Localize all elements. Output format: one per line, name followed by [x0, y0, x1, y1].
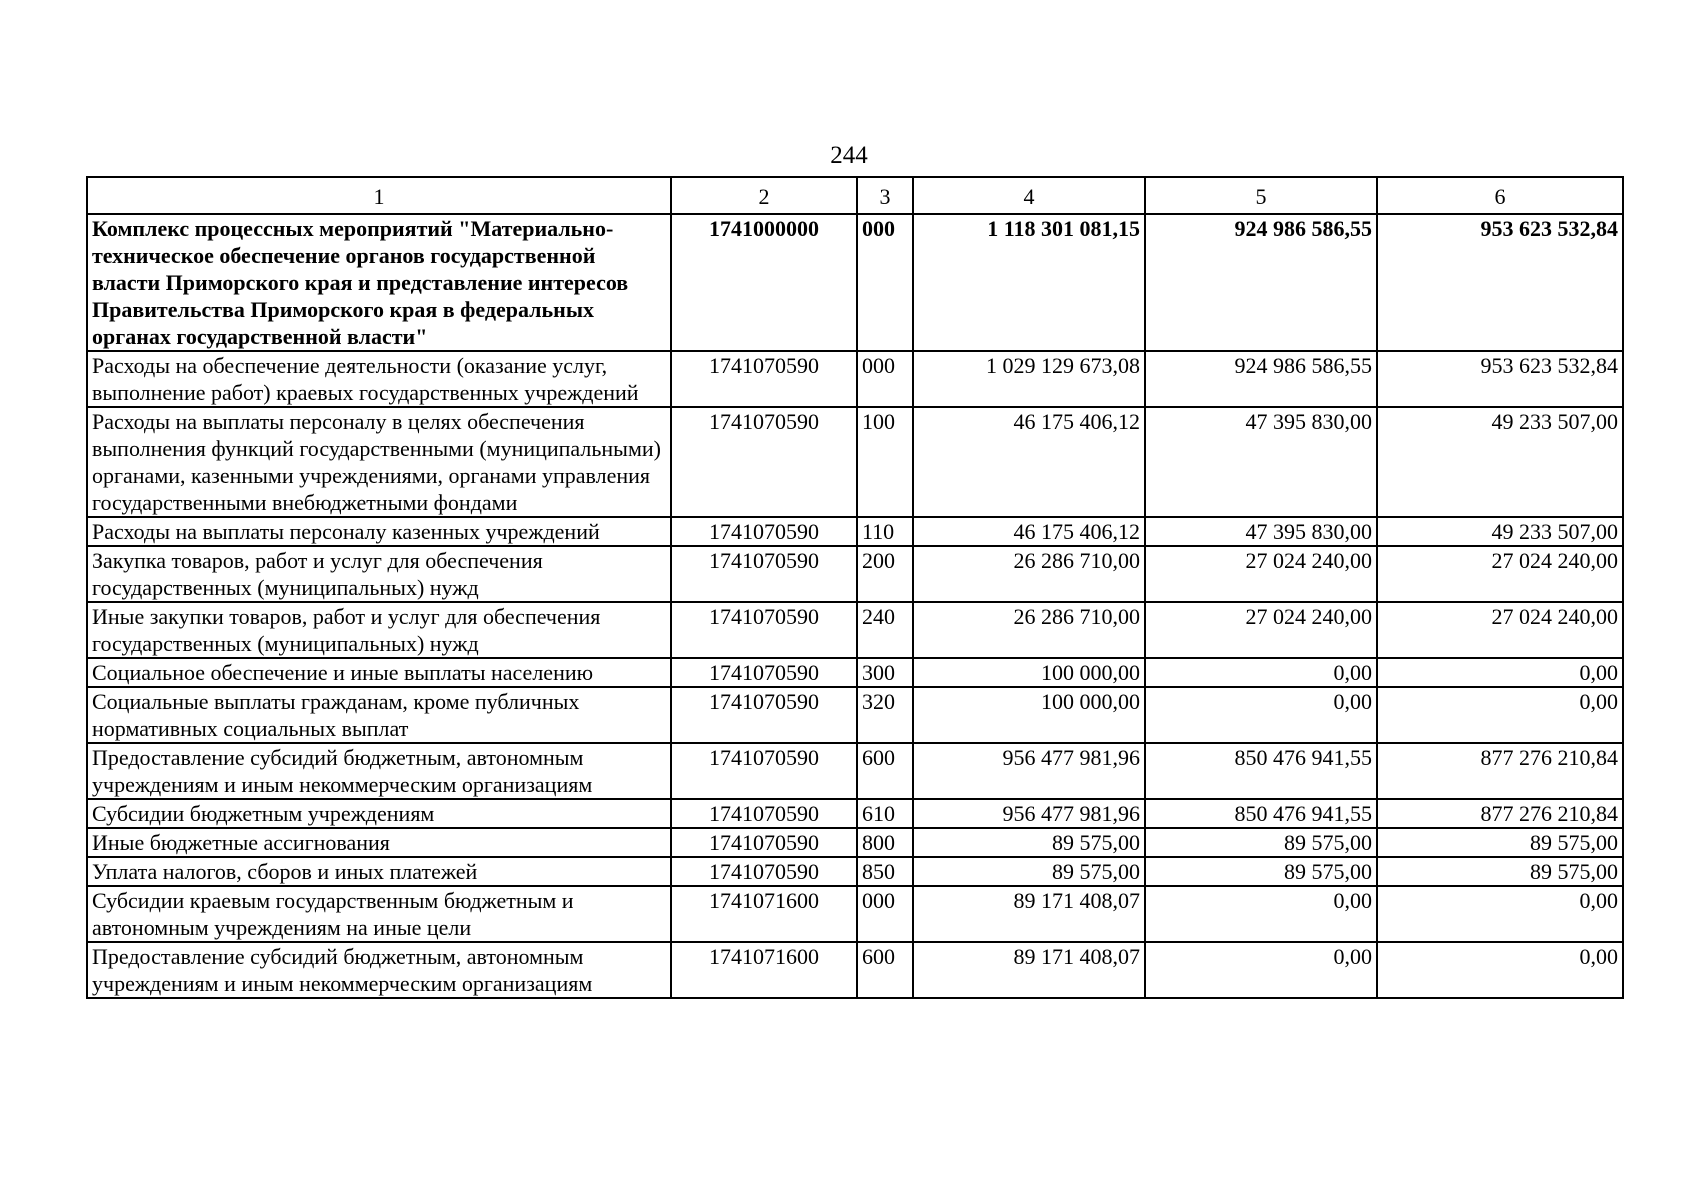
- header-cell: 5: [1145, 177, 1377, 214]
- table-row: [87, 602, 1623, 658]
- row-target-code: 1741071600: [671, 886, 857, 942]
- row-amount-col5: 0,00: [1145, 886, 1377, 942]
- row-amount-col5: 47 395 830,00: [1145, 517, 1377, 546]
- row-expense-type: 000: [857, 214, 913, 351]
- row-description: Субсидии бюджетным учреждениям: [87, 799, 671, 828]
- budget-table: [86, 176, 1624, 999]
- row-expense-type: 000: [857, 351, 913, 407]
- row-amount-col4: 46 175 406,12: [913, 517, 1145, 546]
- table-row: [87, 214, 1623, 351]
- header-cell: 6: [1377, 177, 1623, 214]
- row-amount-col6: 0,00: [1377, 658, 1623, 687]
- row-description: Расходы на обеспечение деятельности (оказание услуг, выполнение работ) краевых государственных учреждений: [87, 351, 671, 407]
- row-expense-type: 610: [857, 799, 913, 828]
- row-amount-col5: 0,00: [1145, 687, 1377, 743]
- row-amount-col6: 877 276 210,84: [1377, 743, 1623, 799]
- row-amount-col5: 0,00: [1145, 942, 1377, 998]
- header-cell: 3: [857, 177, 913, 214]
- row-amount-col6: 0,00: [1377, 886, 1623, 942]
- row-amount-col6: 27 024 240,00: [1377, 546, 1623, 602]
- row-description: Социальные выплаты гражданам, кроме публичных нормативных социальных выплат: [87, 687, 671, 743]
- row-target-code: 1741070590: [671, 407, 857, 517]
- row-amount-col6: 953 623 532,84: [1377, 214, 1623, 351]
- row-amount-col6: 89 575,00: [1377, 828, 1623, 857]
- row-amount-col4: 46 175 406,12: [913, 407, 1145, 517]
- row-amount-col4: 89 171 408,07: [913, 942, 1145, 998]
- row-target-code: 1741071600: [671, 942, 857, 998]
- row-target-code: 1741070590: [671, 799, 857, 828]
- row-amount-col5: 27 024 240,00: [1145, 546, 1377, 602]
- row-amount-col5: 924 986 586,55: [1145, 351, 1377, 407]
- page-number: 244: [830, 142, 868, 169]
- row-amount-col6: 877 276 210,84: [1377, 799, 1623, 828]
- row-amount-col5: 89 575,00: [1145, 857, 1377, 886]
- table-row: [87, 687, 1623, 743]
- table-row: [87, 799, 1623, 828]
- row-amount-col4: 26 286 710,00: [913, 602, 1145, 658]
- row-description: Закупка товаров, работ и услуг для обеспечения государственных (муниципальных) нужд: [87, 546, 671, 602]
- row-amount-col4: 100 000,00: [913, 658, 1145, 687]
- row-expense-type: 100: [857, 407, 913, 517]
- row-amount-col4: 1 029 129 673,08: [913, 351, 1145, 407]
- table-row: [87, 828, 1623, 857]
- row-amount-col5: 850 476 941,55: [1145, 743, 1377, 799]
- table-row: [87, 886, 1623, 942]
- table-row: [87, 942, 1623, 998]
- row-expense-type: 110: [857, 517, 913, 546]
- row-description: Социальное обеспечение и иные выплаты населению: [87, 658, 671, 687]
- row-target-code: 1741070590: [671, 658, 857, 687]
- row-expense-type: 800: [857, 828, 913, 857]
- row-target-code: 1741070590: [671, 351, 857, 407]
- row-description: Предоставление субсидий бюджетным, автономным учреждениям и иным некоммерческим организациям: [87, 743, 671, 799]
- row-amount-col4: 89 575,00: [913, 828, 1145, 857]
- row-target-code: 1741070590: [671, 602, 857, 658]
- row-expense-type: 300: [857, 658, 913, 687]
- header-cell: 2: [671, 177, 857, 214]
- row-amount-col6: 49 233 507,00: [1377, 517, 1623, 546]
- row-description: Комплекс процессных мероприятий "Материально-техническое обеспечение органов государственной власти Приморского края и представление интересов Правительства Приморского края в федеральных органах государственной власти": [87, 214, 671, 351]
- row-amount-col6: 49 233 507,00: [1377, 407, 1623, 517]
- header-cell: 4: [913, 177, 1145, 214]
- row-amount-col4: 89 171 408,07: [913, 886, 1145, 942]
- row-description: Расходы на выплаты персоналу в целях обеспечения выполнения функций государственными (муниципальными) органами, казенными учреждениями, органами управления государственными внебюджетными фондами: [87, 407, 671, 517]
- header-cell: 1: [87, 177, 671, 214]
- row-target-code: 1741000000: [671, 214, 857, 351]
- row-amount-col6: 0,00: [1377, 687, 1623, 743]
- row-amount-col6: 89 575,00: [1377, 857, 1623, 886]
- table-row: [87, 351, 1623, 407]
- row-expense-type: 000: [857, 886, 913, 942]
- row-amount-col5: 0,00: [1145, 658, 1377, 687]
- row-amount-col4: 956 477 981,96: [913, 743, 1145, 799]
- row-amount-col4: 89 575,00: [913, 857, 1145, 886]
- row-expense-type: 600: [857, 743, 913, 799]
- row-amount-col5: 27 024 240,00: [1145, 602, 1377, 658]
- row-expense-type: 200: [857, 546, 913, 602]
- row-amount-col6: 953 623 532,84: [1377, 351, 1623, 407]
- row-description: Субсидии краевым государственным бюджетным и автономным учреждениям на иные цели: [87, 886, 671, 942]
- row-description: Расходы на выплаты персоналу казенных учреждений: [87, 517, 671, 546]
- row-description: Иные бюджетные ассигнования: [87, 828, 671, 857]
- row-amount-col5: 47 395 830,00: [1145, 407, 1377, 517]
- row-target-code: 1741070590: [671, 517, 857, 546]
- row-description: Предоставление субсидий бюджетным, автономным учреждениям и иным некоммерческим организациям: [87, 942, 671, 998]
- row-amount-col5: 924 986 586,55: [1145, 214, 1377, 351]
- row-amount-col4: 100 000,00: [913, 687, 1145, 743]
- row-expense-type: 600: [857, 942, 913, 998]
- row-amount-col5: 89 575,00: [1145, 828, 1377, 857]
- row-amount-col4: 956 477 981,96: [913, 799, 1145, 828]
- row-expense-type: 240: [857, 602, 913, 658]
- row-target-code: 1741070590: [671, 857, 857, 886]
- table-row: [87, 546, 1623, 602]
- row-target-code: 1741070590: [671, 546, 857, 602]
- table-row: [87, 658, 1623, 687]
- row-target-code: 1741070590: [671, 687, 857, 743]
- table-row: [87, 517, 1623, 546]
- row-expense-type: 320: [857, 687, 913, 743]
- row-expense-type: 850: [857, 857, 913, 886]
- table-row: [87, 743, 1623, 799]
- row-amount-col4: 26 286 710,00: [913, 546, 1145, 602]
- table-header-row: [87, 177, 1623, 214]
- table-row: [87, 857, 1623, 886]
- row-amount-col5: 850 476 941,55: [1145, 799, 1377, 828]
- row-amount-col4: 1 118 301 081,15: [913, 214, 1145, 351]
- row-target-code: 1741070590: [671, 743, 857, 799]
- row-target-code: 1741070590: [671, 828, 857, 857]
- row-description: Уплата налогов, сборов и иных платежей: [87, 857, 671, 886]
- row-amount-col6: 27 024 240,00: [1377, 602, 1623, 658]
- table-row: [87, 407, 1623, 517]
- row-amount-col6: 0,00: [1377, 942, 1623, 998]
- row-description: Иные закупки товаров, работ и услуг для обеспечения государственных (муниципальных) нужд: [87, 602, 671, 658]
